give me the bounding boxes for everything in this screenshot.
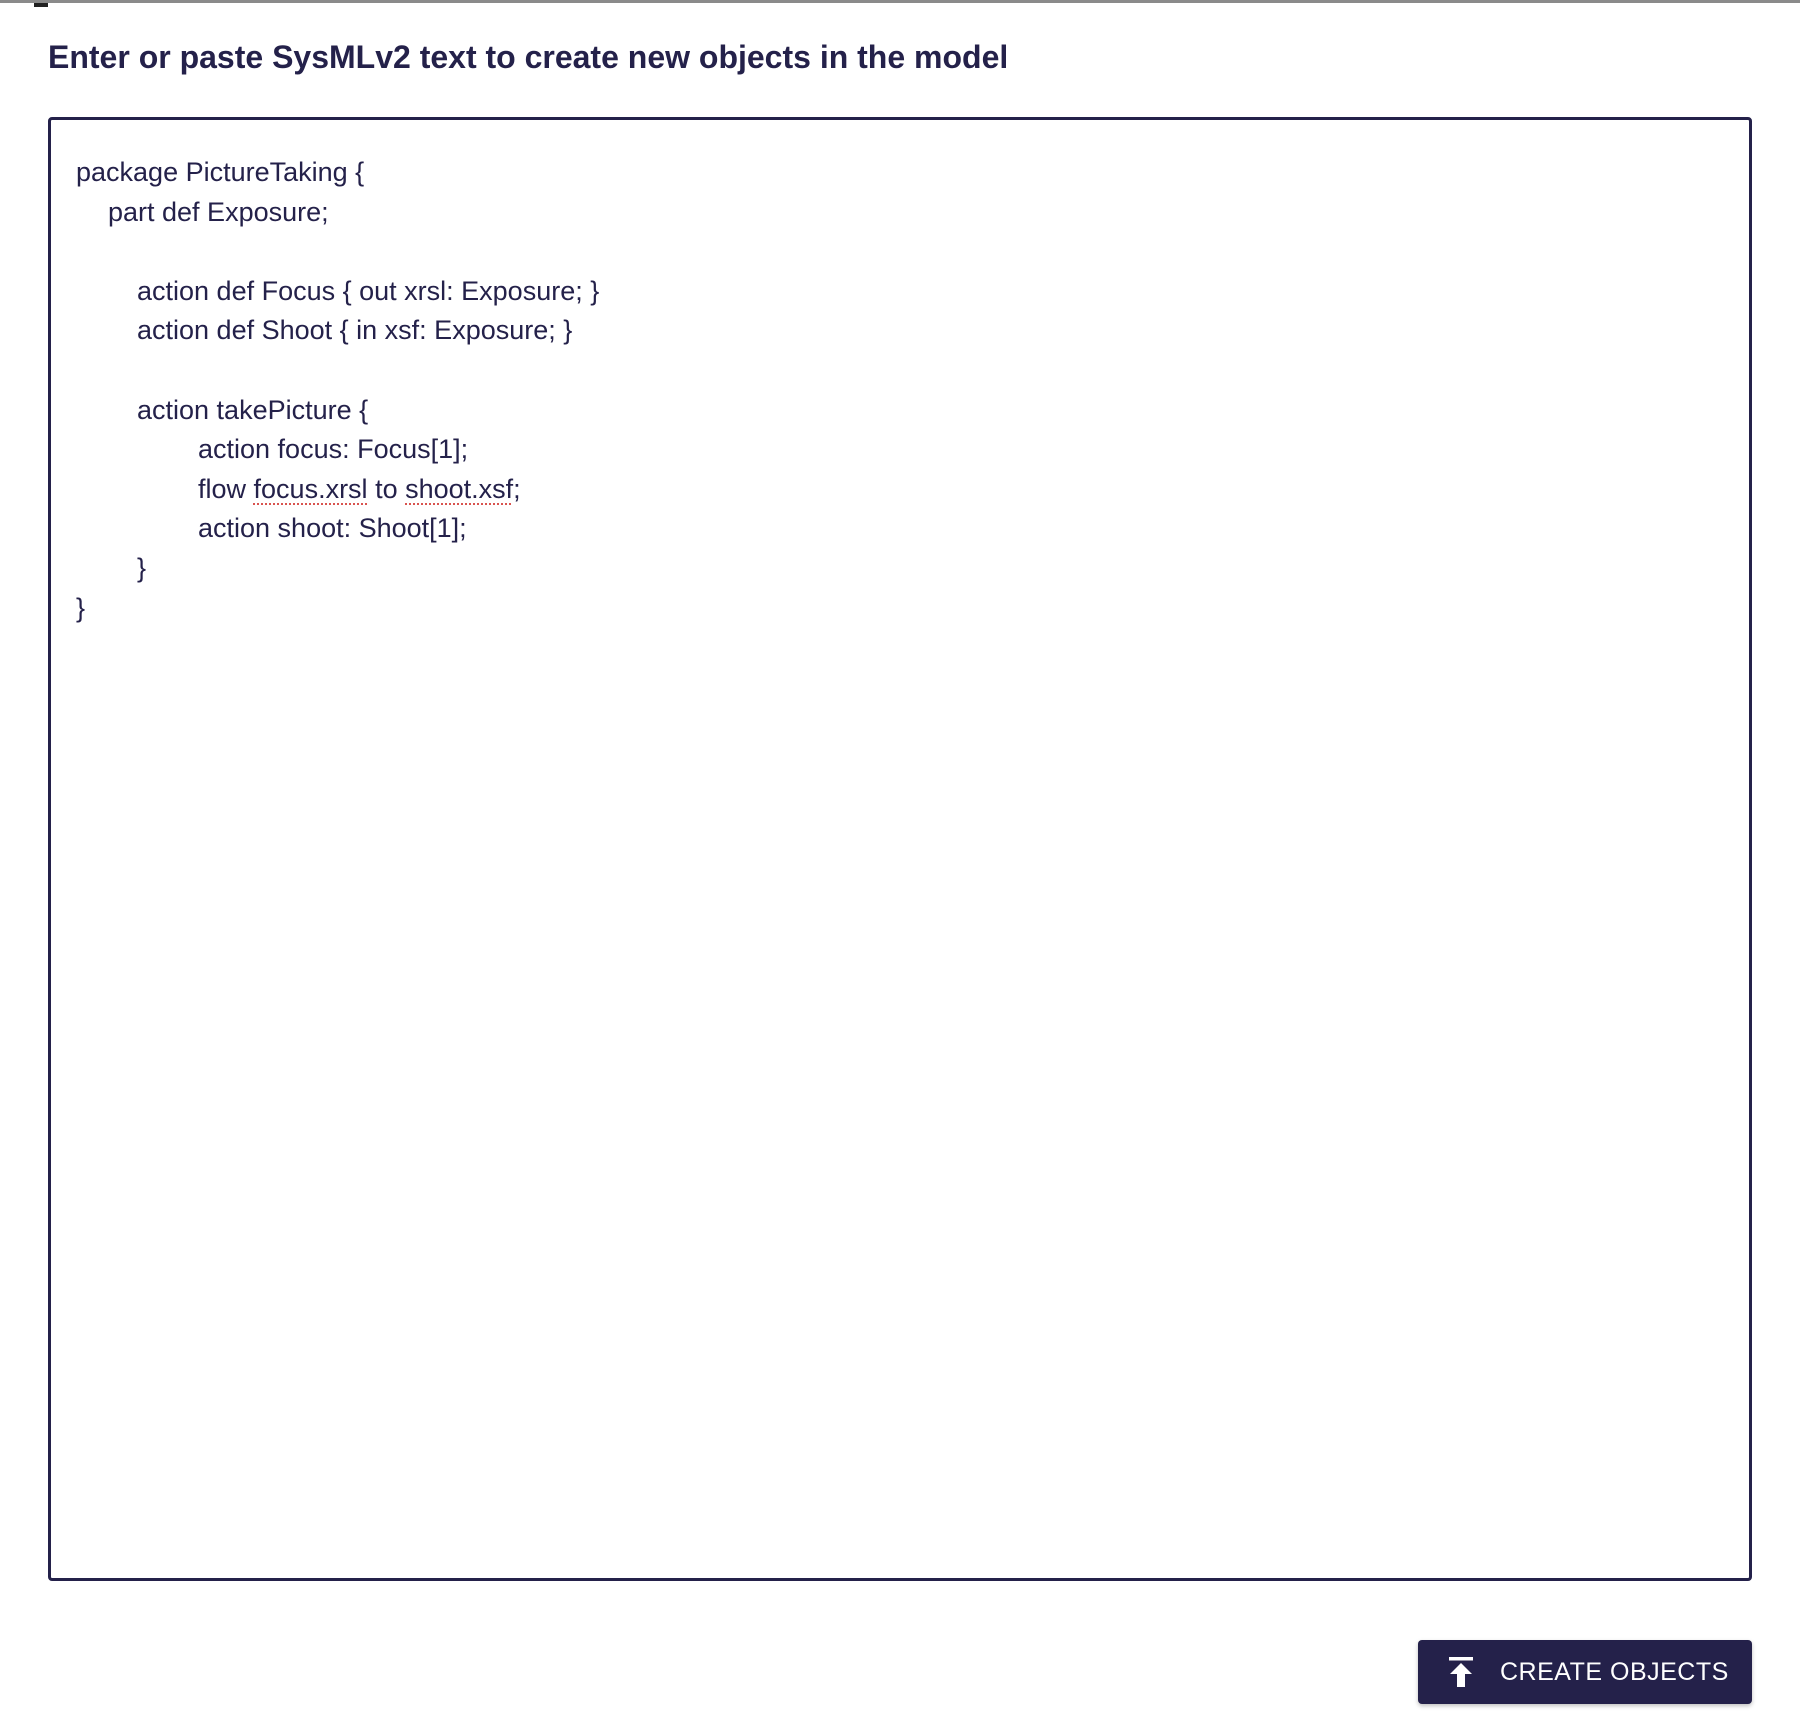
- code-token: action def Shoot { in xsf: Exposure; }: [137, 315, 573, 346]
- code-line: [76, 549, 1749, 589]
- code-token: action shoot: Shoot[1];: [198, 513, 467, 544]
- create-objects-button[interactable]: [1418, 1640, 1752, 1704]
- code-line: [76, 311, 1749, 351]
- code-line: [76, 232, 1749, 272]
- sysml-text-editor[interactable]: [48, 117, 1752, 1581]
- code-token: to: [367, 473, 406, 504]
- spelling-error-token: shoot.xsf: [405, 473, 514, 504]
- code-line: [76, 391, 1749, 431]
- code-token: }: [137, 552, 147, 583]
- dialog-title: Enter or paste SysMLv2 text to create new objects in the model: [48, 39, 1009, 75]
- spelling-error-token: focus.xrsl: [253, 473, 368, 504]
- code-line: [76, 509, 1749, 549]
- window-corner-mark: [34, 3, 48, 7]
- code-token: ;: [513, 473, 521, 504]
- code-line: [76, 193, 1749, 233]
- code-token: action def Focus { out xrsl: Exposure; }: [137, 275, 600, 306]
- code-token: flow: [198, 473, 254, 504]
- code-token: action takePicture {: [137, 394, 369, 425]
- code-line: [76, 153, 1749, 193]
- code-token: action focus: Focus[1];: [198, 434, 469, 465]
- create-objects-label: CREATE OBJECTS: [1500, 1657, 1729, 1686]
- code-line: [76, 589, 1749, 629]
- code-token: package PictureTaking {: [76, 157, 365, 187]
- code-line: [76, 430, 1749, 470]
- code-token: }: [76, 592, 86, 623]
- upload-icon: [1446, 1655, 1476, 1689]
- code-token: part def Exposure;: [108, 196, 329, 227]
- code-line: [76, 351, 1749, 391]
- code-line: [76, 272, 1749, 312]
- code-line: [76, 470, 1749, 510]
